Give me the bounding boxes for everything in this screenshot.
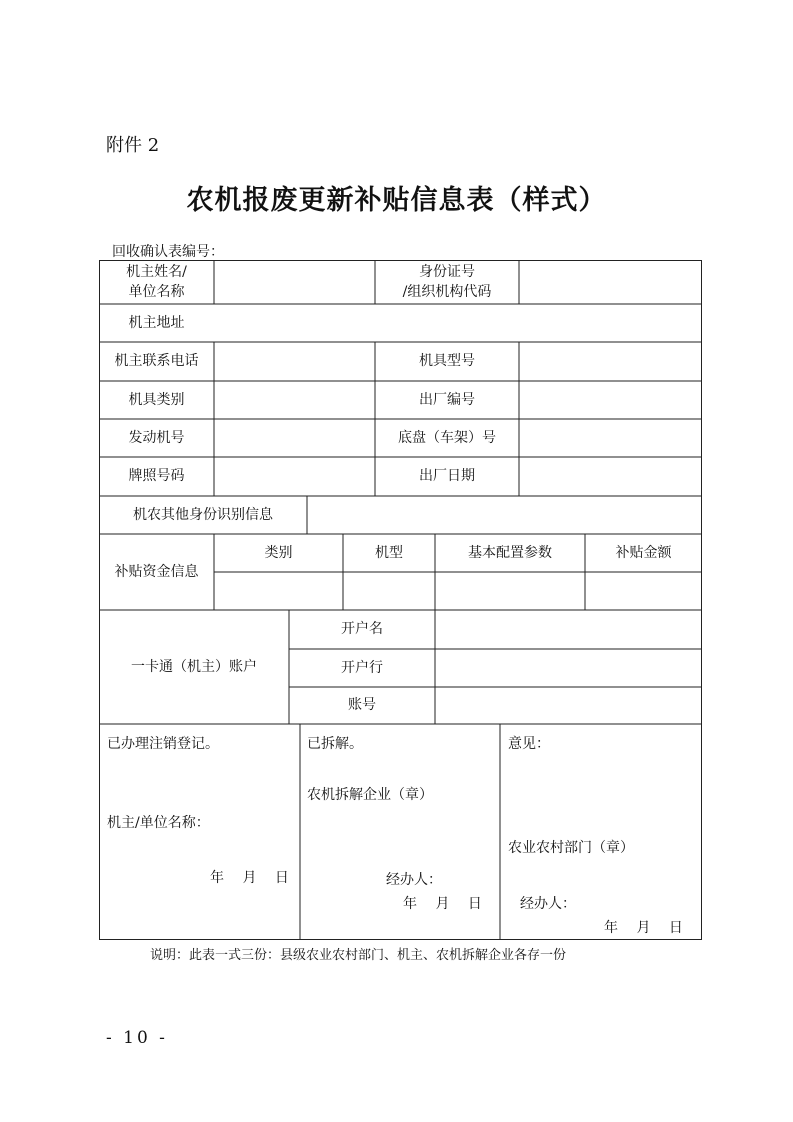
subsidy-header-model: 机型: [375, 545, 403, 561]
account-number-label: 账号: [348, 697, 376, 713]
opinion-label: 意见：: [508, 736, 550, 752]
factory-number-label: 出厂编号: [419, 392, 475, 408]
engine-number-field[interactable]: [215, 420, 374, 456]
account-name-label: 开户名: [341, 621, 383, 637]
owner-address-label: 机主地址: [128, 315, 185, 331]
factory-number-field[interactable]: [520, 382, 701, 418]
factory-date-label: 出厂日期: [419, 468, 475, 484]
subsidy-category-field[interactable]: [215, 573, 342, 609]
form-note: 说明：此表一式三份：县级农业农村部门、机主、农机拆解企业各存一份: [150, 948, 567, 963]
machine-model-field[interactable]: [520, 343, 701, 380]
subsidy-amount-field[interactable]: [586, 573, 701, 609]
plate-number-label: 牌照号码: [128, 468, 185, 484]
subsidy-config-field[interactable]: [436, 573, 584, 609]
deregistration-date: 年 月 日: [210, 870, 289, 886]
subsidy-info-form: [99, 260, 702, 940]
other-id-info-label: 机农其他身份识别信息: [133, 507, 273, 523]
id-number-field[interactable]: [520, 261, 701, 303]
owner-name-field[interactable]: [215, 261, 374, 303]
subsidy-model-field[interactable]: [344, 573, 434, 609]
owner-phone-field[interactable]: [215, 343, 374, 380]
id-number-label: 身份证号 /组织机构代码: [402, 264, 492, 300]
subsidy-header-amount: 补贴金额: [615, 545, 672, 561]
dismantled-statement: 已拆解。: [307, 736, 363, 752]
other-id-info-field[interactable]: [308, 497, 701, 533]
form-number-label: 回收确认表编号：: [112, 244, 224, 260]
attachment-label: 附件 2: [106, 135, 160, 156]
card-account-label: 一卡通（机主）账户: [131, 659, 257, 675]
chassis-number-field[interactable]: [520, 420, 701, 456]
page-title: 农机报废更新补贴信息表（样式）: [186, 185, 607, 216]
subsidy-info-label: 补贴资金信息: [114, 564, 199, 580]
owner-name-label: 机主姓名/ 单位名称: [126, 264, 187, 300]
dismantling-handler-label: 经办人：: [386, 872, 442, 888]
page-number: - 10 -: [106, 1028, 168, 1048]
machine-model-label: 机具型号: [419, 353, 475, 369]
subsidy-header-category: 类别: [264, 545, 293, 561]
dismantling-company-seal: 农机拆解企业（章）: [307, 787, 433, 803]
owner-phone-label: 机主联系电话: [114, 353, 199, 369]
factory-date-field[interactable]: [520, 458, 701, 495]
subsidy-header-config: 基本配置参数: [468, 545, 552, 561]
agriculture-dept-date: 年 月 日: [604, 920, 683, 936]
deregistration-statement: 已办理注销登记。: [107, 736, 219, 752]
dismantling-date: 年 月 日: [403, 896, 482, 912]
bank-label: 开户行: [341, 660, 383, 676]
chassis-number-label: 底盘（车架）号: [398, 430, 496, 446]
account-number-field[interactable]: [436, 688, 701, 723]
machine-category-label: 机具类别: [128, 392, 185, 408]
machine-category-field[interactable]: [215, 382, 374, 418]
bank-field[interactable]: [436, 650, 701, 686]
owner-unit-name-label: 机主/单位名称：: [107, 815, 210, 831]
account-name-field[interactable]: [436, 611, 701, 648]
owner-address-field[interactable]: [215, 305, 701, 341]
agriculture-dept-seal: 农业农村部门（章）: [508, 840, 634, 856]
agriculture-handler-label: 经办人：: [520, 896, 576, 912]
plate-number-field[interactable]: [215, 458, 374, 495]
engine-number-label: 发动机号: [128, 430, 185, 446]
